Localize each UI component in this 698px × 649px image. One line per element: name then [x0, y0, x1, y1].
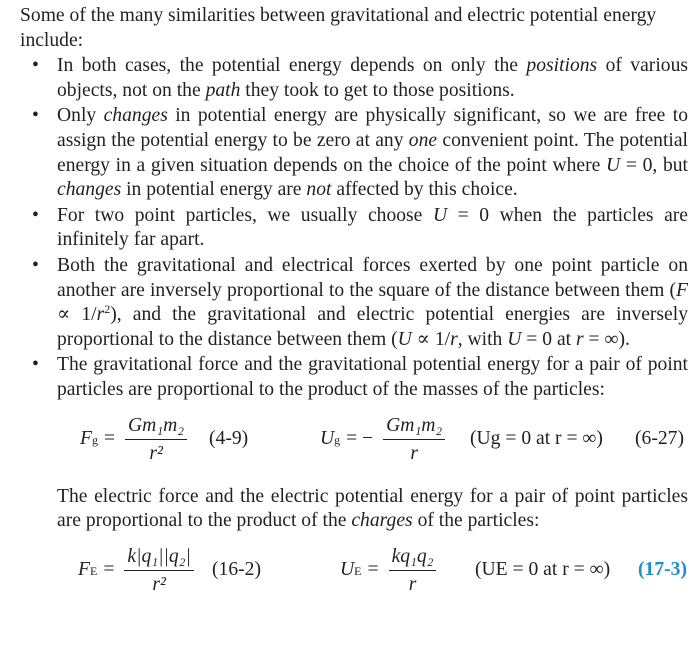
- list-item: • Both the gravitational and electrical forces exerted by one point particle on another are inversely proportional to the square of the distance between them $(F \propto 1/r^2)$, and the gravitational and electric potential energies are inversely proportional to the distance between them (U ∝ 1/r, with U = 0 at r = ∞).: [32, 254, 688, 350]
- fraction: $\frac{\text{kq₁q₂}}{r}$: [389, 546, 437, 596]
- bullet-point: •: [32, 204, 39, 226]
- equation-condition: (Ug = 0 at r = ∞): [470, 427, 603, 449]
- equation-condition: (UE = 0 at r = ∞): [475, 558, 611, 580]
- list-item: • The gravitational force and the gravitational potential energy for a pair of point particles are proportional to the product of the masses of the particles:: [32, 354, 688, 400]
- gravitational-energy-equation: U g = − $\frac{\text{Gm₁m₂}}{r}$: [320, 409, 449, 471]
- list-item: • For two point particles, we usually choose U = 0 when the particles are infinitely far apart.: [32, 204, 688, 251]
- electric-energy-equation: U E = $\frac{\text{kq₁q₂}}{r}$: [340, 540, 440, 602]
- similarities-list: [20, 54, 688, 402]
- list-item: • In both cases, the potential energy depends on only the positions of various objects, not on the path they took to get to those positions.: [32, 55, 688, 101]
- fraction: $\frac{\text{Gm₁m₂}}{r}$: [383, 415, 445, 465]
- electric-equations: [20, 540, 688, 602]
- fraction: $\frac{\text{Gm₁m₂}}{\text{r²}}$: [125, 415, 187, 465]
- bullet-point: •: [32, 55, 39, 77]
- electric-paragraph: The electric force and the electric potential energy for a pair of point particles are proportional to the product of the charges of the particles:: [57, 485, 688, 532]
- equation-number: (16-2): [212, 558, 261, 580]
- fraction: $\frac{\text{k|q₁||q₂|}}{\text{r²}}$: [124, 546, 193, 596]
- bullet-point: •: [32, 105, 39, 127]
- intro-paragraph: Some of the many similarities between gravitational and electric potential energy include:: [20, 5, 657, 51]
- bullet-point: •: [32, 254, 39, 276]
- list-item: • Only changes in potential energy are physically significant, so we are free to assign the potential energy to be zero at any one convenient point. The potential energy in a given situation depends on the choice of the point where U = 0, but changes in potential energy are not affected by this choice.: [32, 105, 688, 201]
- equation-number: (4-9): [209, 427, 249, 449]
- equation-number-highlighted: (17-3): [638, 558, 687, 580]
- gravitational-equations: [20, 409, 688, 471]
- equation-number: (6-27): [635, 427, 684, 449]
- electric-force-equation: F E = $\frac{\text{k|q₁||q₂|}}{\text{r²}}$: [78, 540, 198, 602]
- gravitational-force-equation: F g = $\frac{\text{Gm₁m₂}}{\text{r²}}$: [80, 409, 191, 471]
- bullet-point: •: [32, 354, 39, 376]
